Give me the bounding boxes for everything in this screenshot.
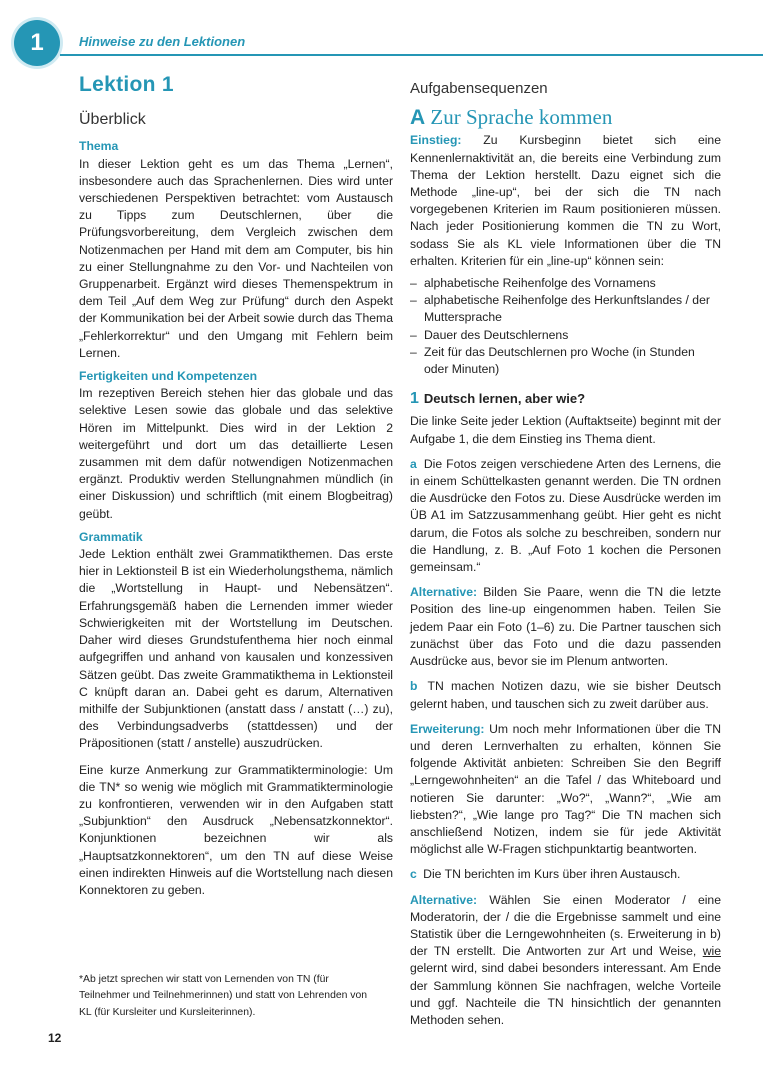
erweiterung-paragraph	[410, 721, 721, 859]
task-1-intro: Die linke Seite jeder Lektion (Auftaktseite) beginnt mit der Aufgabe 1, die dem Einstieg ins Thema dient.	[410, 414, 721, 446]
header-title: Hinweise zu den Lektionen	[79, 34, 246, 49]
subtask-b-paragraph	[410, 678, 721, 712]
einstieg-text: Zu Kursbeginn bietet sich eine Kennenlernaktivität an, die bereits eine Verbindung zum Thema der Lektion herstellt. Dazu eignet sich die Methode „line-up“, bei der sich die TN nach vorgegebenen Kriterien im Raum positionieren müssen. Nach jeder Positionierung kommen die TN zu Wort, sodass Sie als KL viele Informationen über die TN erhalten. Kriterien für ein „line-up“ können sein:	[410, 133, 721, 268]
thema-heading: Thema	[79, 139, 119, 154]
footnote: *Ab jetzt sprechen wir statt von Lernenden von TN (für Teilnehmer und Teilnehmerinnen) und statt von Lehrenden von KL (für Kursleiter und Kursleiterinnen).	[79, 974, 368, 1018]
fertigkeiten-heading: Fertigkeiten und Kompetenzen	[79, 369, 258, 384]
alternative-2-paragraph	[410, 892, 721, 1030]
list-item: – alphabetische Reihenfolge des Vornamens	[410, 275, 721, 292]
right-column	[410, 76, 721, 1034]
header-rule	[60, 54, 763, 56]
chapter-header	[0, 0, 763, 72]
task-sequences-label: Aufgabensequenzen	[410, 80, 548, 97]
left-column	[79, 73, 393, 904]
einstieg-paragraph	[410, 132, 721, 270]
list-item: – alphabetische Reihenfolge des Herkunftslandes / der Muttersprache	[410, 292, 721, 326]
list-item: – Zeit für das Deutschlernen pro Woche (in Stunden oder Minuten)	[410, 344, 721, 378]
grammatik-heading: Grammatik	[79, 529, 143, 544]
alternative-1-label: Alternative:	[410, 585, 478, 600]
subtask-c-label: c	[410, 867, 417, 882]
alternative-2-underlined-word: wie	[702, 944, 721, 959]
task-1-number: 1	[410, 390, 419, 408]
alternative-1-paragraph	[410, 584, 721, 670]
alternative-1-text: Bilden Sie Paare, wenn die TN die letzte Position des line-up eingenommen haben. Teilen Sie jedem Paar ein Foto (1–6) zu. Die Partner tauschen sich zunächst über das Foto und die dazu passenden Ausdrücke aus, bevor sie im Plenum antworten.	[410, 585, 721, 669]
subtask-a-text: Die Fotos zeigen verschiedene Arten des Lernens, die in einem Schüttelkasten genannt werden. Die TN ordnen die Ausdrücke den Fotos zu. Diese Ausdrücke werden im ÜB A1 im Satzzusammenhang geübt. Hier geht es nicht darum, die Fotos als solche zu beschreiben, sondern nur die Handlung, z. B. „Auf Foto 1 kochen die Personen gemeinsam.“	[410, 456, 721, 575]
page-number: 12	[48, 1031, 62, 1045]
erweiterung-text: Um noch mehr Informationen über die TN und deren Lernverhalten zu erhalten, können Sie folgende Aktivität anbieten: Schreiben Sie den Begriff „Lerngewohnheiten“ an die Tafel / das Whiteboard und notieren Sie darunter: „Wo?“, „Wann?“, „Wie am liebsten?“, „Wie lange pro Tag?“ Die TN machen sich anschließend Notizen, indem sie für jede Aktivität möglichst alle W-Fragen stichpunktartig beantworten.	[410, 721, 721, 857]
fertigkeiten-paragraph: Im rezeptiven Bereich stehen hier das globale und das selektive Lesen sowie das globale und das selektive Hören im Mittelpunkt. Dies wird in der Lektion 2 weitergeführt und dort um das detaillierte Lesen zusammen mit dem dafür notwendigen Notizenmachen ergänzt. Produktiv werden Stellungnahmen mündlich (in einer Diskussion) und schriftlich (mit einem Blogbeitrag) geübt.	[79, 386, 393, 521]
task-1-title: Deutsch lernen, aber wie?	[423, 391, 586, 407]
erweiterung-label: Erweiterung:	[410, 721, 485, 736]
subtask-a-label: a	[410, 456, 417, 471]
subtask-c-text: Die TN berichten im Kurs über ihren Austausch.	[423, 867, 681, 882]
task-1-heading	[410, 390, 721, 407]
criteria-list	[410, 275, 721, 378]
lesson-heading: Lektion 1	[79, 73, 174, 96]
alternative-2-text-before: Wählen Sie einen Moderator / eine Moderatorin, der / die die Ergebnisse sammelt und eine Statistik über die Lerngewohnheiten (s. Erweiterung in b) der TN erstellt. Die Antworten zur Art und Weise,	[410, 892, 721, 959]
chapter-number-badge: 1	[14, 20, 60, 66]
list-item: – Dauer des Deutschlernens	[410, 327, 721, 344]
alternative-2-text-after: gelernt wird, sind dabei besonders interessant. Am Ende der Sammlung können Sie nachfragen, welche Vorteile und ggf. Nachteile die TN hinsichtlich der genannten Methoden sehen.	[410, 961, 721, 1027]
einstieg-label: Einstieg:	[410, 133, 462, 148]
section-letter: A	[410, 106, 426, 130]
subtask-b-label: b	[410, 679, 418, 694]
section-title-text: Zur Sprache kommen	[430, 105, 613, 130]
alternative-2-label: Alternative:	[410, 892, 478, 907]
section-a-title	[410, 105, 721, 130]
terminology-note-paragraph: Eine kurze Anmerkung zur Grammatikterminologie: Um die TN* so wenig wie möglich mit Grammatikterminologie zu konfrontieren, verwenden wir in den Aufgaben statt „Subjunktion“ den Ausdruck „Nebensatzkonnektor“. Konjunktionen bezeichnen wir als „Hauptsatzkonnektoren“, um den TN auf diese Weise einen indirekten Hinweis auf die Wortstellung nach diesen Konnektoren zu geben.	[79, 762, 393, 897]
subtask-a-paragraph	[410, 456, 721, 576]
subtask-b-text: TN machen Notizen dazu, wie sie bisher Deutsch gelernt haben, und tauschen sich zu zweit darüber aus.	[410, 679, 721, 711]
grammatik-paragraph: Jede Lektion enthält zwei Grammatikthemen. Das erste hier in Lektionsteil B ist ein Wiederholungsthema, nämlich die „Wortstellung in Haupt- und Nebensätzen“. Erfahrungsgemäß haben die Lernenden immer wieder Schwierigkeiten mit der Wortstellung im Deutschen. Daher wird dieses Grundstufenthema hier noch einmal aufgegriffen und anhand von kausalen und konzessiven Sätzen geübt. Das zweite Grammatikthema in Lektionsteil C knüpft daran an. Dabei geht es darum, Alternativen mithilfe der Subjunktionen (anstatt dass / anstatt (…) zu), des Verbindungsadverbs (stattdessen) und der Präpositionen (statt / anstelle) auszudrücken.	[79, 547, 393, 751]
subtask-c-paragraph	[410, 866, 721, 883]
overview-subheading: Überblick	[79, 111, 146, 129]
thema-paragraph: In dieser Lektion geht es um das Thema „Lernen“, insbesondere auch das Sprachenlernen. Dies wird unter verschiedenen Perspektiven betrachtet: vom Austausch zu Tipps zum Deutschlernen, über die Prüfungsvorbereitung, dem Vergleich zwischen dem Notizenmachen per Hand mit dem am Computer, bis hin zu einer Stellungnahme zu den Vor- und Nachteilen von Gruppenarbeit. Ergänzt wird dieses Themenspektrum in dem Teil „Auf dem Weg zur Prüfung“ durch den Aspekt der Kommunikation bei der Arbeit sowie durch das Thema „Fehlerkorrektur“ und den Umgang mit Fehlern beim Lernen.	[79, 156, 393, 360]
